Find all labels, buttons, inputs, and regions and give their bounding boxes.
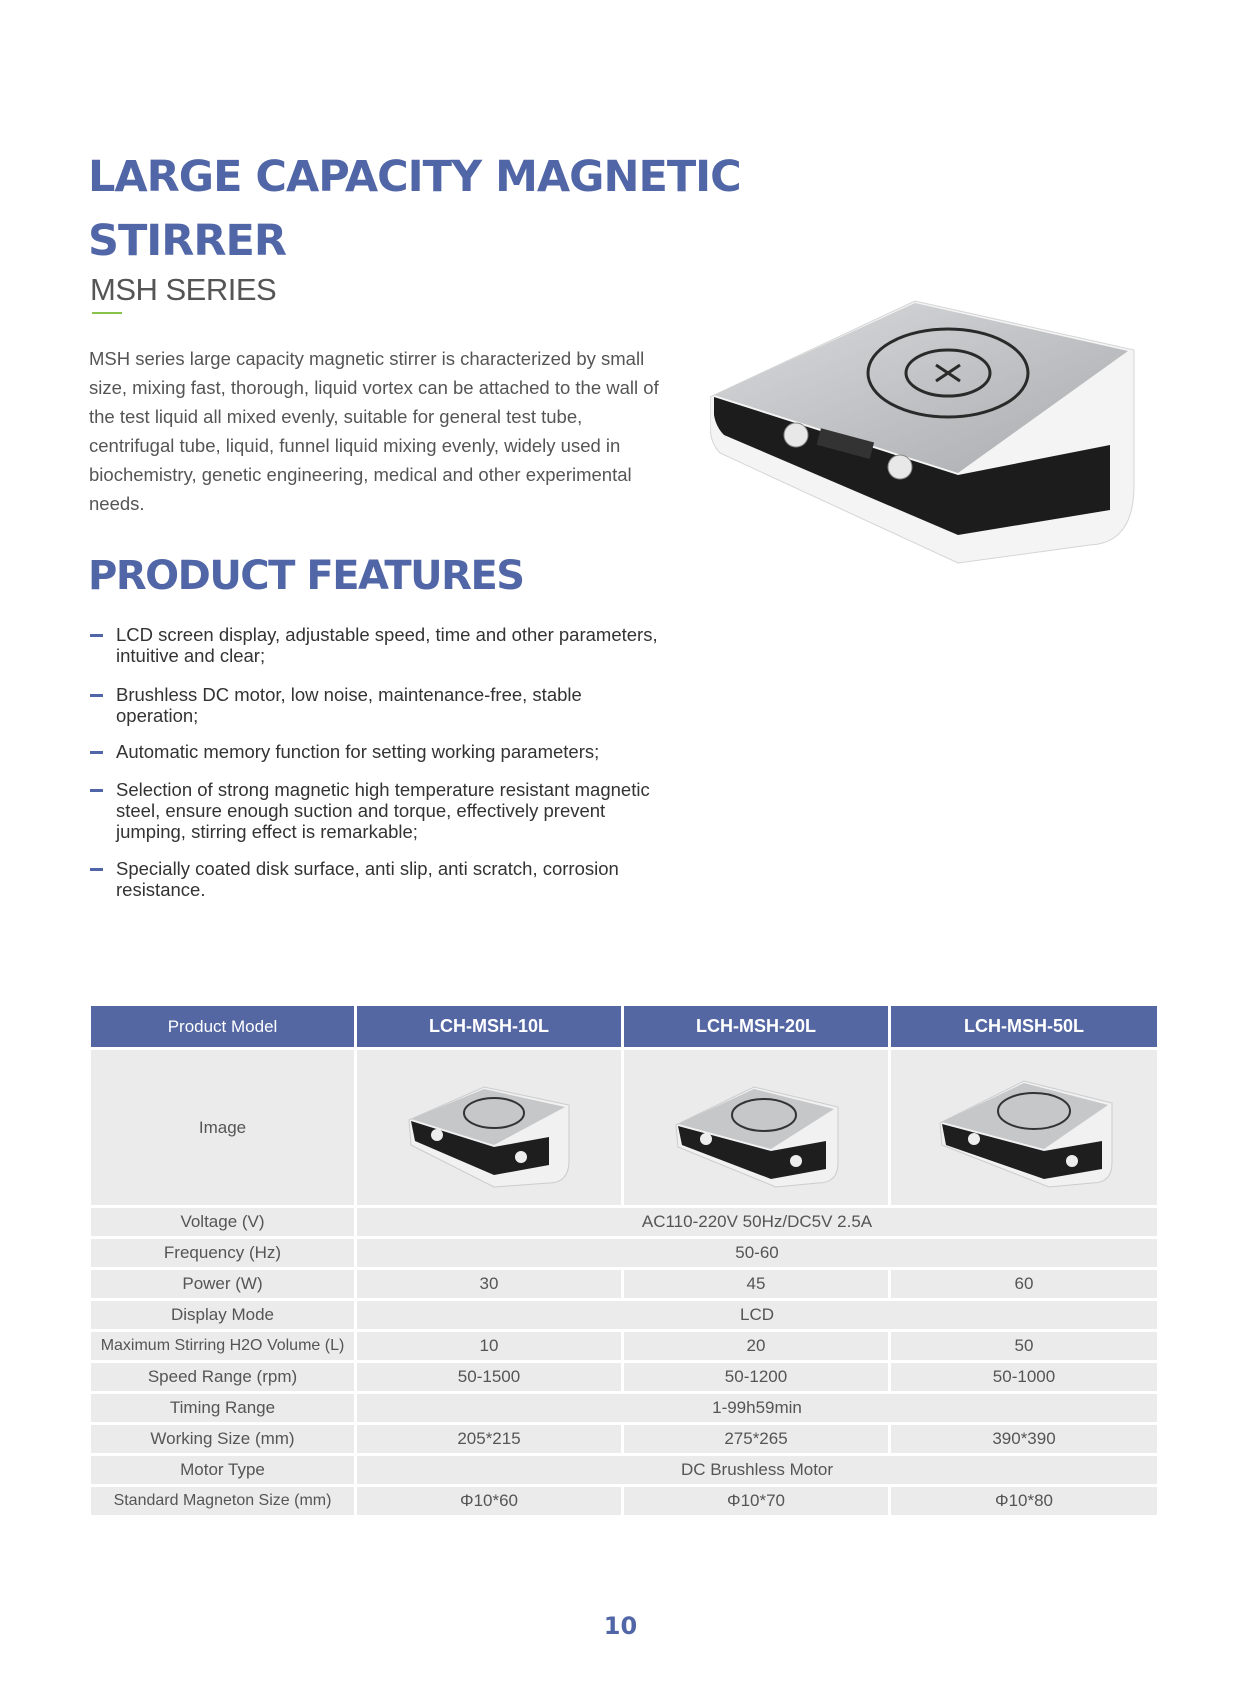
bullet-dash — [90, 789, 103, 792]
cell-value: 20 — [624, 1332, 888, 1360]
model-name: LCH-MSH-20L — [624, 1006, 888, 1047]
row-label: Voltage (V) — [91, 1208, 354, 1236]
row-label: Working Size (mm) — [91, 1425, 354, 1453]
series-subtitle: MSH SERIES — [90, 272, 277, 307]
row-label: Motor Type — [91, 1456, 354, 1484]
product-thumbnail — [934, 1065, 1114, 1190]
cell-value: Φ10*80 — [891, 1487, 1157, 1515]
product-thumbnail — [399, 1065, 579, 1190]
cell-value: 50-1000 — [891, 1363, 1157, 1391]
row-label: Speed Range (rpm) — [91, 1363, 354, 1391]
product-photo — [710, 295, 1150, 565]
features-title: PRODUCT FEATURES — [88, 553, 524, 599]
feature-item: Specially coated disk surface, anti slip, anti scratch, corrosion resistance. — [88, 858, 668, 900]
cell-value: DC Brushless Motor — [357, 1456, 1157, 1484]
bullet-dash — [90, 694, 103, 697]
cell-value: 50-1200 — [624, 1363, 888, 1391]
cell-value: 1-99h59min — [357, 1394, 1157, 1422]
model-name: LCH-MSH-50L — [891, 1006, 1157, 1047]
cell-value: 30 — [357, 1270, 621, 1298]
table-row — [91, 1208, 1157, 1236]
cell-value: LCD — [357, 1301, 1157, 1329]
spec-table — [88, 1003, 1160, 1518]
subtitle-underline — [92, 312, 122, 314]
table-row — [91, 1301, 1157, 1329]
table-row — [91, 1363, 1157, 1391]
product-thumbnail — [666, 1065, 846, 1190]
row-label: Power (W) — [91, 1270, 354, 1298]
row-label: Frequency (Hz) — [91, 1239, 354, 1267]
cell-value: 50-60 — [357, 1239, 1157, 1267]
feature-item: LCD screen display, adjustable speed, time and other parameters, intuitive and clear; — [88, 624, 668, 684]
features-list — [88, 624, 668, 900]
bullet-dash — [90, 868, 103, 871]
product-image-cell — [624, 1050, 888, 1205]
cell-value: 60 — [891, 1270, 1157, 1298]
feature-item: Selection of strong magnetic high temperature resistant magnetic steel, ensure enough suction and torque, effectively prevent jumping, stirring effect is remarkable; — [88, 779, 668, 858]
cell-value: Φ10*60 — [357, 1487, 621, 1515]
bullet-dash — [90, 634, 103, 637]
table-row — [91, 1332, 1157, 1360]
product-image-cell — [357, 1050, 621, 1205]
table-header-row — [91, 1006, 1157, 1047]
cell-value: 45 — [624, 1270, 888, 1298]
header-label: Product Model — [91, 1006, 354, 1047]
product-image-cell — [891, 1050, 1157, 1205]
feature-item: Brushless DC motor, low noise, maintenance-free, stable operation; — [88, 684, 668, 741]
row-label: Display Mode — [91, 1301, 354, 1329]
cell-value: 205*215 — [357, 1425, 621, 1453]
table-row — [91, 1270, 1157, 1298]
table-row — [91, 1050, 1157, 1205]
cell-value: 275*265 — [624, 1425, 888, 1453]
row-label: Image — [91, 1050, 354, 1205]
table-row — [91, 1239, 1157, 1267]
cell-value: 50-1500 — [357, 1363, 621, 1391]
cell-value: 50 — [891, 1332, 1157, 1360]
cell-value: 10 — [357, 1332, 621, 1360]
table-row — [91, 1456, 1157, 1484]
bullet-dash — [90, 751, 103, 754]
row-label: Timing Range — [91, 1394, 354, 1422]
page-title: LARGE CAPACITY MAGNETIC STIRRER — [88, 152, 741, 266]
feature-item: Automatic memory function for setting working parameters; — [88, 741, 668, 779]
row-label: Maximum Stirring H2O Volume (L) — [91, 1332, 354, 1360]
intro-paragraph: MSH series large capacity magnetic stirrer is characterized by small size, mixing fast, thorough, liquid vortex can be attached to the wall of the test liquid all mixed evenly, suitable for general test tube, centrifugal tube, liquid, funnel liquid mixing evenly, widely used in biochemistry, genetic engineering, medical and other experimental needs. — [89, 348, 659, 514]
row-label: Standard Magneton Size (mm) — [91, 1487, 354, 1515]
cell-value: 390*390 — [891, 1425, 1157, 1453]
page-number: 10 — [603, 1612, 638, 1640]
cell-value: AC110-220V 50Hz/DC5V 2.5A — [357, 1208, 1157, 1236]
model-name: LCH-MSH-10L — [357, 1006, 621, 1047]
table-row — [91, 1487, 1157, 1515]
table-row — [91, 1425, 1157, 1453]
cell-value: Φ10*70 — [624, 1487, 888, 1515]
table-row — [91, 1394, 1157, 1422]
